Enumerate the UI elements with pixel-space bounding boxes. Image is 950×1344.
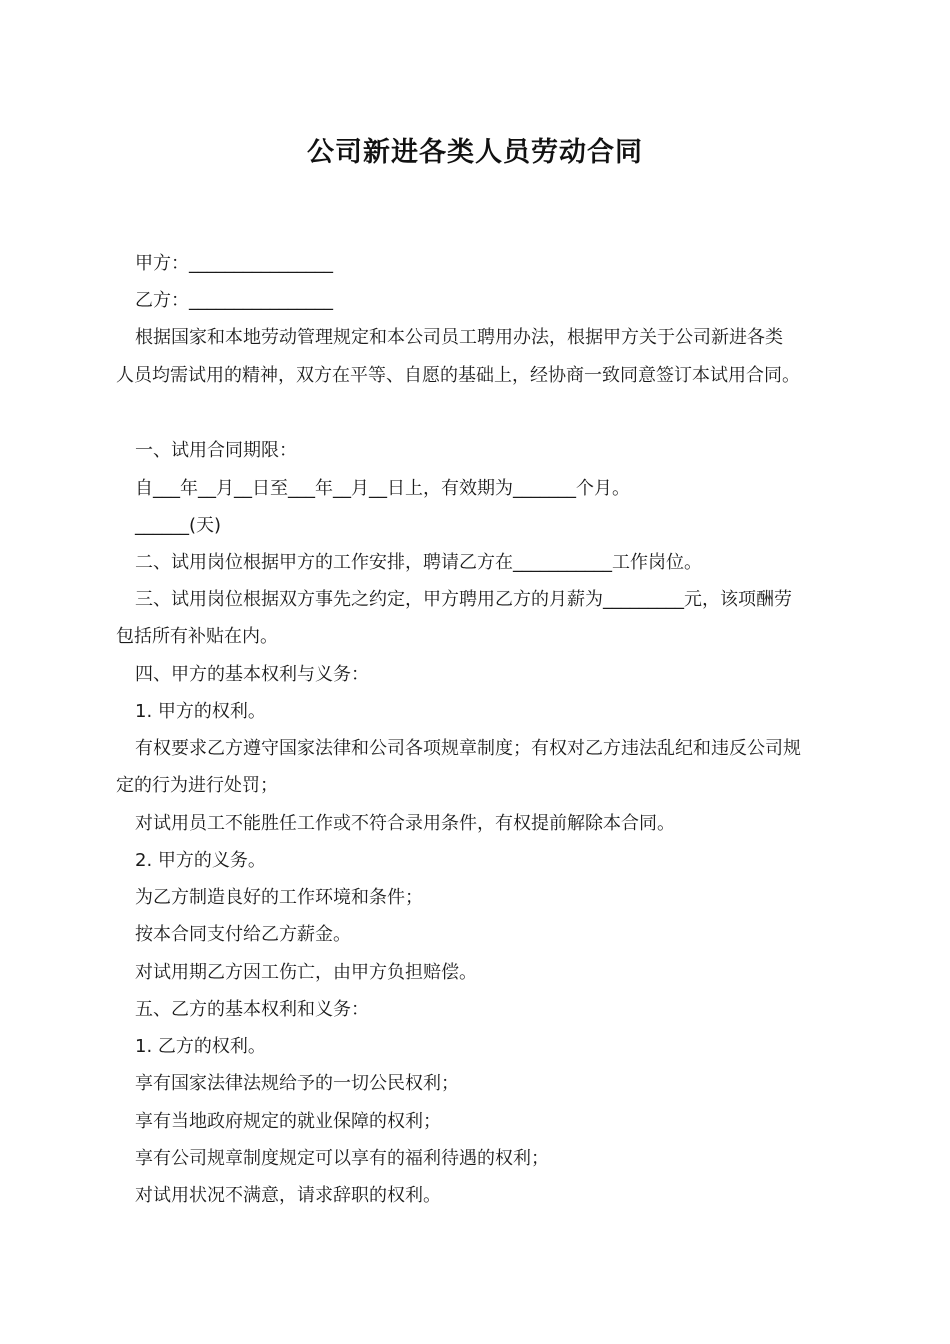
preamble-line-2: 人员均需试用的精神，双方在平等、自愿的基础上，经协商一致同意签订本试用合同。 [116,365,800,386]
party-b-rights-line-3: 享有公司规章制度规定可以享有的福利待遇的权利； [135,1148,549,1169]
party-a-line: 甲方：________________ [135,253,333,274]
party-a-rights-heading: 1. 甲方的权利。 [135,701,266,722]
party-a-rights-line-2: 定的行为进行处罚； [116,775,278,796]
party-b-line: 乙方：________________ [135,290,333,311]
party-a-duties-line-1: 为乙方制造良好的工作环境和条件； [135,887,423,908]
section-3-line-1: 三、试用岗位根据双方事先之约定，甲方聘用乙方的月薪为_________元，该项酬劳 [135,589,792,610]
section-5-heading: 五、乙方的基本权利和义务： [135,999,369,1020]
party-b-rights-line-4: 对试用状况不满意，请求辞职的权利。 [135,1185,441,1206]
section-4-heading: 四、甲方的基本权利与义务： [135,664,369,685]
section-1-heading: 一、试用合同期限： [135,440,297,461]
party-a-rights-line-1: 有权要求乙方遵守国家法律和公司各项规章制度；有权对乙方违法乱纪和违反公司规 [135,738,801,759]
party-b-rights-heading: 1. 乙方的权利。 [135,1036,266,1057]
party-a-duties-line-2: 按本合同支付给乙方薪金。 [135,924,351,945]
party-a-duties-heading: 2. 甲方的义务。 [135,850,266,871]
party-b-rights-line-2: 享有当地政府规定的就业保障的权利； [135,1111,441,1132]
document-title: 公司新进各类人员劳动合同 [307,137,643,168]
preamble-line-1: 根据国家和本地劳动管理规定和本公司员工聘用办法，根据甲方关于公司新进各类 [135,327,783,348]
term-days-line: ______(天) [135,515,222,536]
party-b-rights-line-1: 享有国家法律法规给予的一切公民权利； [135,1073,459,1094]
section-3-line-2: 包括所有补贴在内。 [116,626,278,647]
section-2-line: 二、试用岗位根据甲方的工作安排，聘请乙方在___________工作岗位。 [135,552,702,573]
party-a-rights-line-3: 对试用员工不能胜任工作或不符合录用条件，有权提前解除本合同。 [135,813,675,834]
term-period-line: 自___年__月__日至___年__月__日上，有效期为_______个月。 [135,478,630,499]
party-a-duties-line-3: 对试用期乙方因工伤亡，由甲方负担赔偿。 [135,962,477,983]
